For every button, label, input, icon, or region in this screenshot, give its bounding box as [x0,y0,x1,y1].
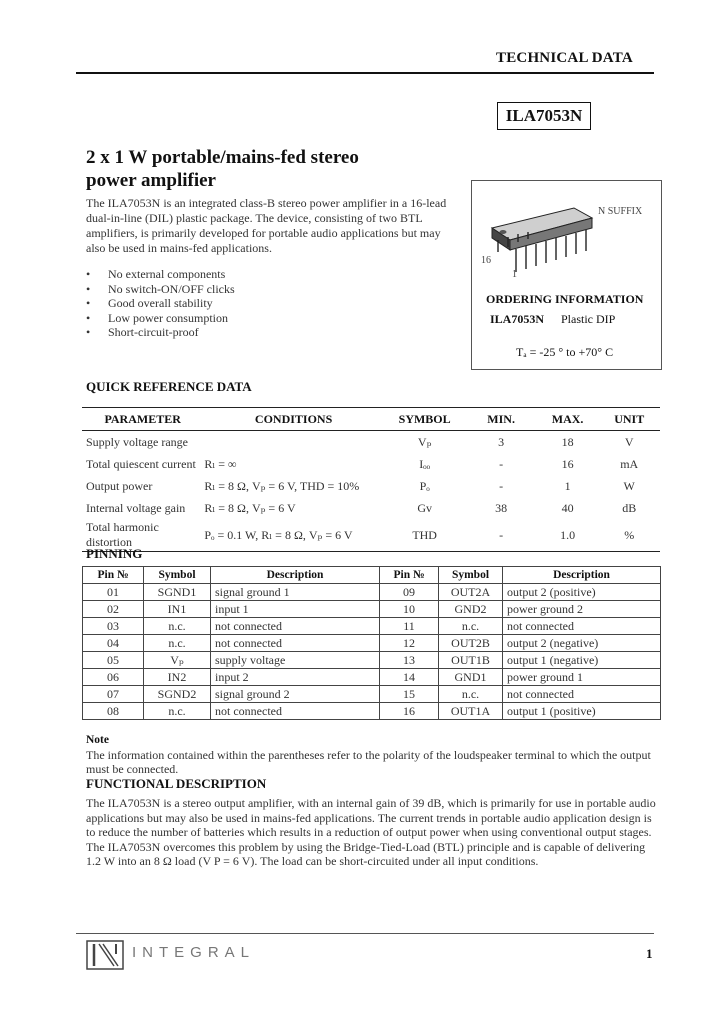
table-cell: input 2 [211,669,380,686]
table-cell: Gv [417,500,432,515]
table-cell: OUT1B [439,652,503,669]
company-logo-text: INTEGRAL [132,944,256,961]
intro-paragraph: The ILA7053N is an integrated class-B stereo power amplifier in a 16-lead dual-in-line (DIL) plastic package. The device, consisting of two BTL amplifiers, is primarily developed for portable audio applications but may also be used in mains-fed applications. [86,196,447,255]
dip-package-icon [486,196,601,278]
table-cell: Total harmonic distortion [82,519,203,552]
column-header: Description [503,567,661,584]
pinning-title: PINNING [86,546,143,561]
table-cell: 05 [83,652,144,669]
table-row [83,669,661,686]
table-cell: 04 [83,635,144,652]
column-header: Symbol [144,567,211,584]
table-cell: mA [620,456,639,471]
column-header: Description [211,567,380,584]
column-header: Symbol [439,567,503,584]
table-cell: IN2 [144,669,211,686]
table-cell: 12 [380,635,439,652]
product-title [86,146,416,192]
column-header: MAX. [537,408,599,431]
table-cell: SGND1 [144,584,211,601]
table-cell: power ground 2 [503,601,661,618]
table-cell: Total quiescent current [86,456,196,471]
table-cell: Rₗ = ∞ [204,456,237,471]
table-row [82,475,660,497]
functional-description-text [86,796,658,869]
table-row [82,431,660,454]
column-header: PARAMETER [82,408,203,431]
feature-list [86,267,235,340]
table-cell: 07 [83,686,144,703]
table-cell: Supply voltage range [86,434,188,449]
table-cell: Pₒ = 0.1 W, Rₗ = 8 Ω, Vₚ = 6 V [203,519,384,552]
pin-16-label: 16 [481,255,491,266]
ordering-package: Plastic DIP [561,312,616,326]
table-row [83,686,661,703]
functional-paragraph-2: The ILA7053N overcomes this problem by using the Bridge-Tied-Load (BTL) principle and is capable of delivering 1.2 W into an 8 Ω load (V P = 6 V). The load can be short-circuited under all input conditions. [86,839,646,869]
integral-logo-icon [86,940,124,970]
table-cell: Rₗ = 8 Ω, Vₚ = 6 V [204,500,296,515]
column-header: Pin № [83,567,144,584]
table-cell: signal ground 1 [211,584,380,601]
table-cell: 02 [83,601,144,618]
table-cell: SGND2 [144,686,211,703]
table-cell: n.c. [439,618,503,635]
pin-1-label: 1 [512,269,517,280]
table-cell: output 1 (positive) [503,703,661,720]
table-cell: Iₒₒ [419,456,431,471]
table-cell: 15 [380,686,439,703]
table-cell: - [499,478,504,493]
table-cell: OUT2B [439,635,503,652]
table-cell: 16 [561,456,574,471]
product-title-line-2: power amplifier [86,170,216,191]
note-title: Note [86,734,109,746]
column-header: MIN. [465,408,536,431]
table-cell: power ground 1 [503,669,661,686]
quick-reference-title: QUICK REFERENCE DATA [86,379,252,394]
part-number-box: ILA7053N [497,102,591,130]
feature-item: • No external components [86,267,235,282]
table-cell: output 2 (positive) [503,584,661,601]
column-header: UNIT [598,408,660,431]
table-cell: 11 [380,618,439,635]
feature-item: • Good overall stability [86,296,235,311]
table-cell: 06 [83,669,144,686]
feature-item: • No switch-ON/OFF clicks [86,282,235,297]
table-cell: 03 [83,618,144,635]
table-row [83,652,661,669]
table-cell: not connected [211,703,380,720]
table-cell: Rₗ = 8 Ω, Vₚ = 6 V, THD = 10% [204,478,360,493]
package-suffix-label: N SUFFIX [598,206,643,217]
table-cell: - [499,456,504,471]
table-cell: Pₒ [419,478,430,493]
table-cell: supply voltage [211,652,380,669]
table-cell: input 1 [211,601,380,618]
table-cell: 10 [380,601,439,618]
table-cell: 40 [561,500,574,515]
table-cell: 3 [498,434,505,449]
table-header-row [82,408,660,431]
feature-item: • Low power consumption [86,311,235,326]
table-cell: 13 [380,652,439,669]
table-cell: OUT1A [439,703,503,720]
table-cell: - [465,519,536,552]
page-number: 1 [646,946,653,961]
table-cell: 1 [564,478,571,493]
table-cell: n.c. [144,618,211,635]
table-row [83,601,661,618]
ordering-part-number: ILA7053N [490,312,545,326]
table-cell: Internal voltage gain [86,500,186,515]
table-cell: GND1 [439,669,503,686]
table-row [83,584,661,601]
table-cell: n.c. [439,686,503,703]
table-cell: 09 [380,584,439,601]
table-cell: dB [622,500,637,515]
table-cell: Vₚ [144,652,211,669]
table-cell: 1.0 [537,519,599,552]
table-cell: 14 [380,669,439,686]
table-cell: IN1 [144,601,211,618]
table-cell: output 2 (negative) [503,635,661,652]
table-cell: W [623,478,635,493]
table-cell: OUT2A [439,584,503,601]
table-cell: n.c. [144,635,211,652]
ordering-temperature-range: Tₐ = -25 ° to +70° C [516,345,614,359]
table-cell: 18 [561,434,574,449]
table-cell: n.c. [144,703,211,720]
footer-rule [76,933,654,934]
functional-description-title: FUNCTIONAL DESCRIPTION [86,776,267,791]
column-header: SYMBOL [384,408,466,431]
column-header: CONDITIONS [203,408,384,431]
table-cell: THD [384,519,466,552]
table-cell [203,431,384,454]
feature-item: • Short-circuit-proof [86,325,235,340]
table-cell: not connected [503,686,661,703]
pinning-table [82,566,661,720]
table-cell: V [624,434,634,449]
table-cell: GND2 [439,601,503,618]
table-row [83,618,661,635]
column-header: Pin № [380,567,439,584]
functional-paragraph-1: The ILA7053N is a stereo output amplifier, with an internal gain of 39 dB, which is primarily for use in portable audio applications but may also be used in mains-fed applications. The current trends in portable audio application design is to reduce the number of batteries which results in a reduction of output power when using conventional output stages. [86,796,656,840]
table-cell: signal ground 2 [211,686,380,703]
table-header-row [83,567,661,584]
header-rule [76,72,654,74]
table-cell: 08 [83,703,144,720]
table-row [82,453,660,475]
product-title-line-1: 2 x 1 W portable/mains-fed stereo [86,147,359,168]
table-row [83,703,661,720]
table-cell: Vₚ [417,434,432,449]
table-row [82,497,660,519]
table-cell: % [598,519,660,552]
quick-reference-table [82,407,660,552]
table-cell: not connected [503,618,661,635]
table-cell: 38 [495,500,508,515]
note-text: The information contained within the parentheses refer to the polarity of the loudspeaker terminal to which the output must be connected. [86,748,651,776]
table-row [83,635,661,652]
document-header-title: TECHNICAL DATA [496,50,633,66]
table-cell: Output power [86,478,153,493]
table-cell: not connected [211,618,380,635]
table-row [82,519,660,552]
table-cell: 16 [380,703,439,720]
table-cell: output 1 (negative) [503,652,661,669]
table-cell: 01 [83,584,144,601]
table-cell: not connected [211,635,380,652]
ordering-info-title: ORDERING INFORMATION [486,292,644,306]
